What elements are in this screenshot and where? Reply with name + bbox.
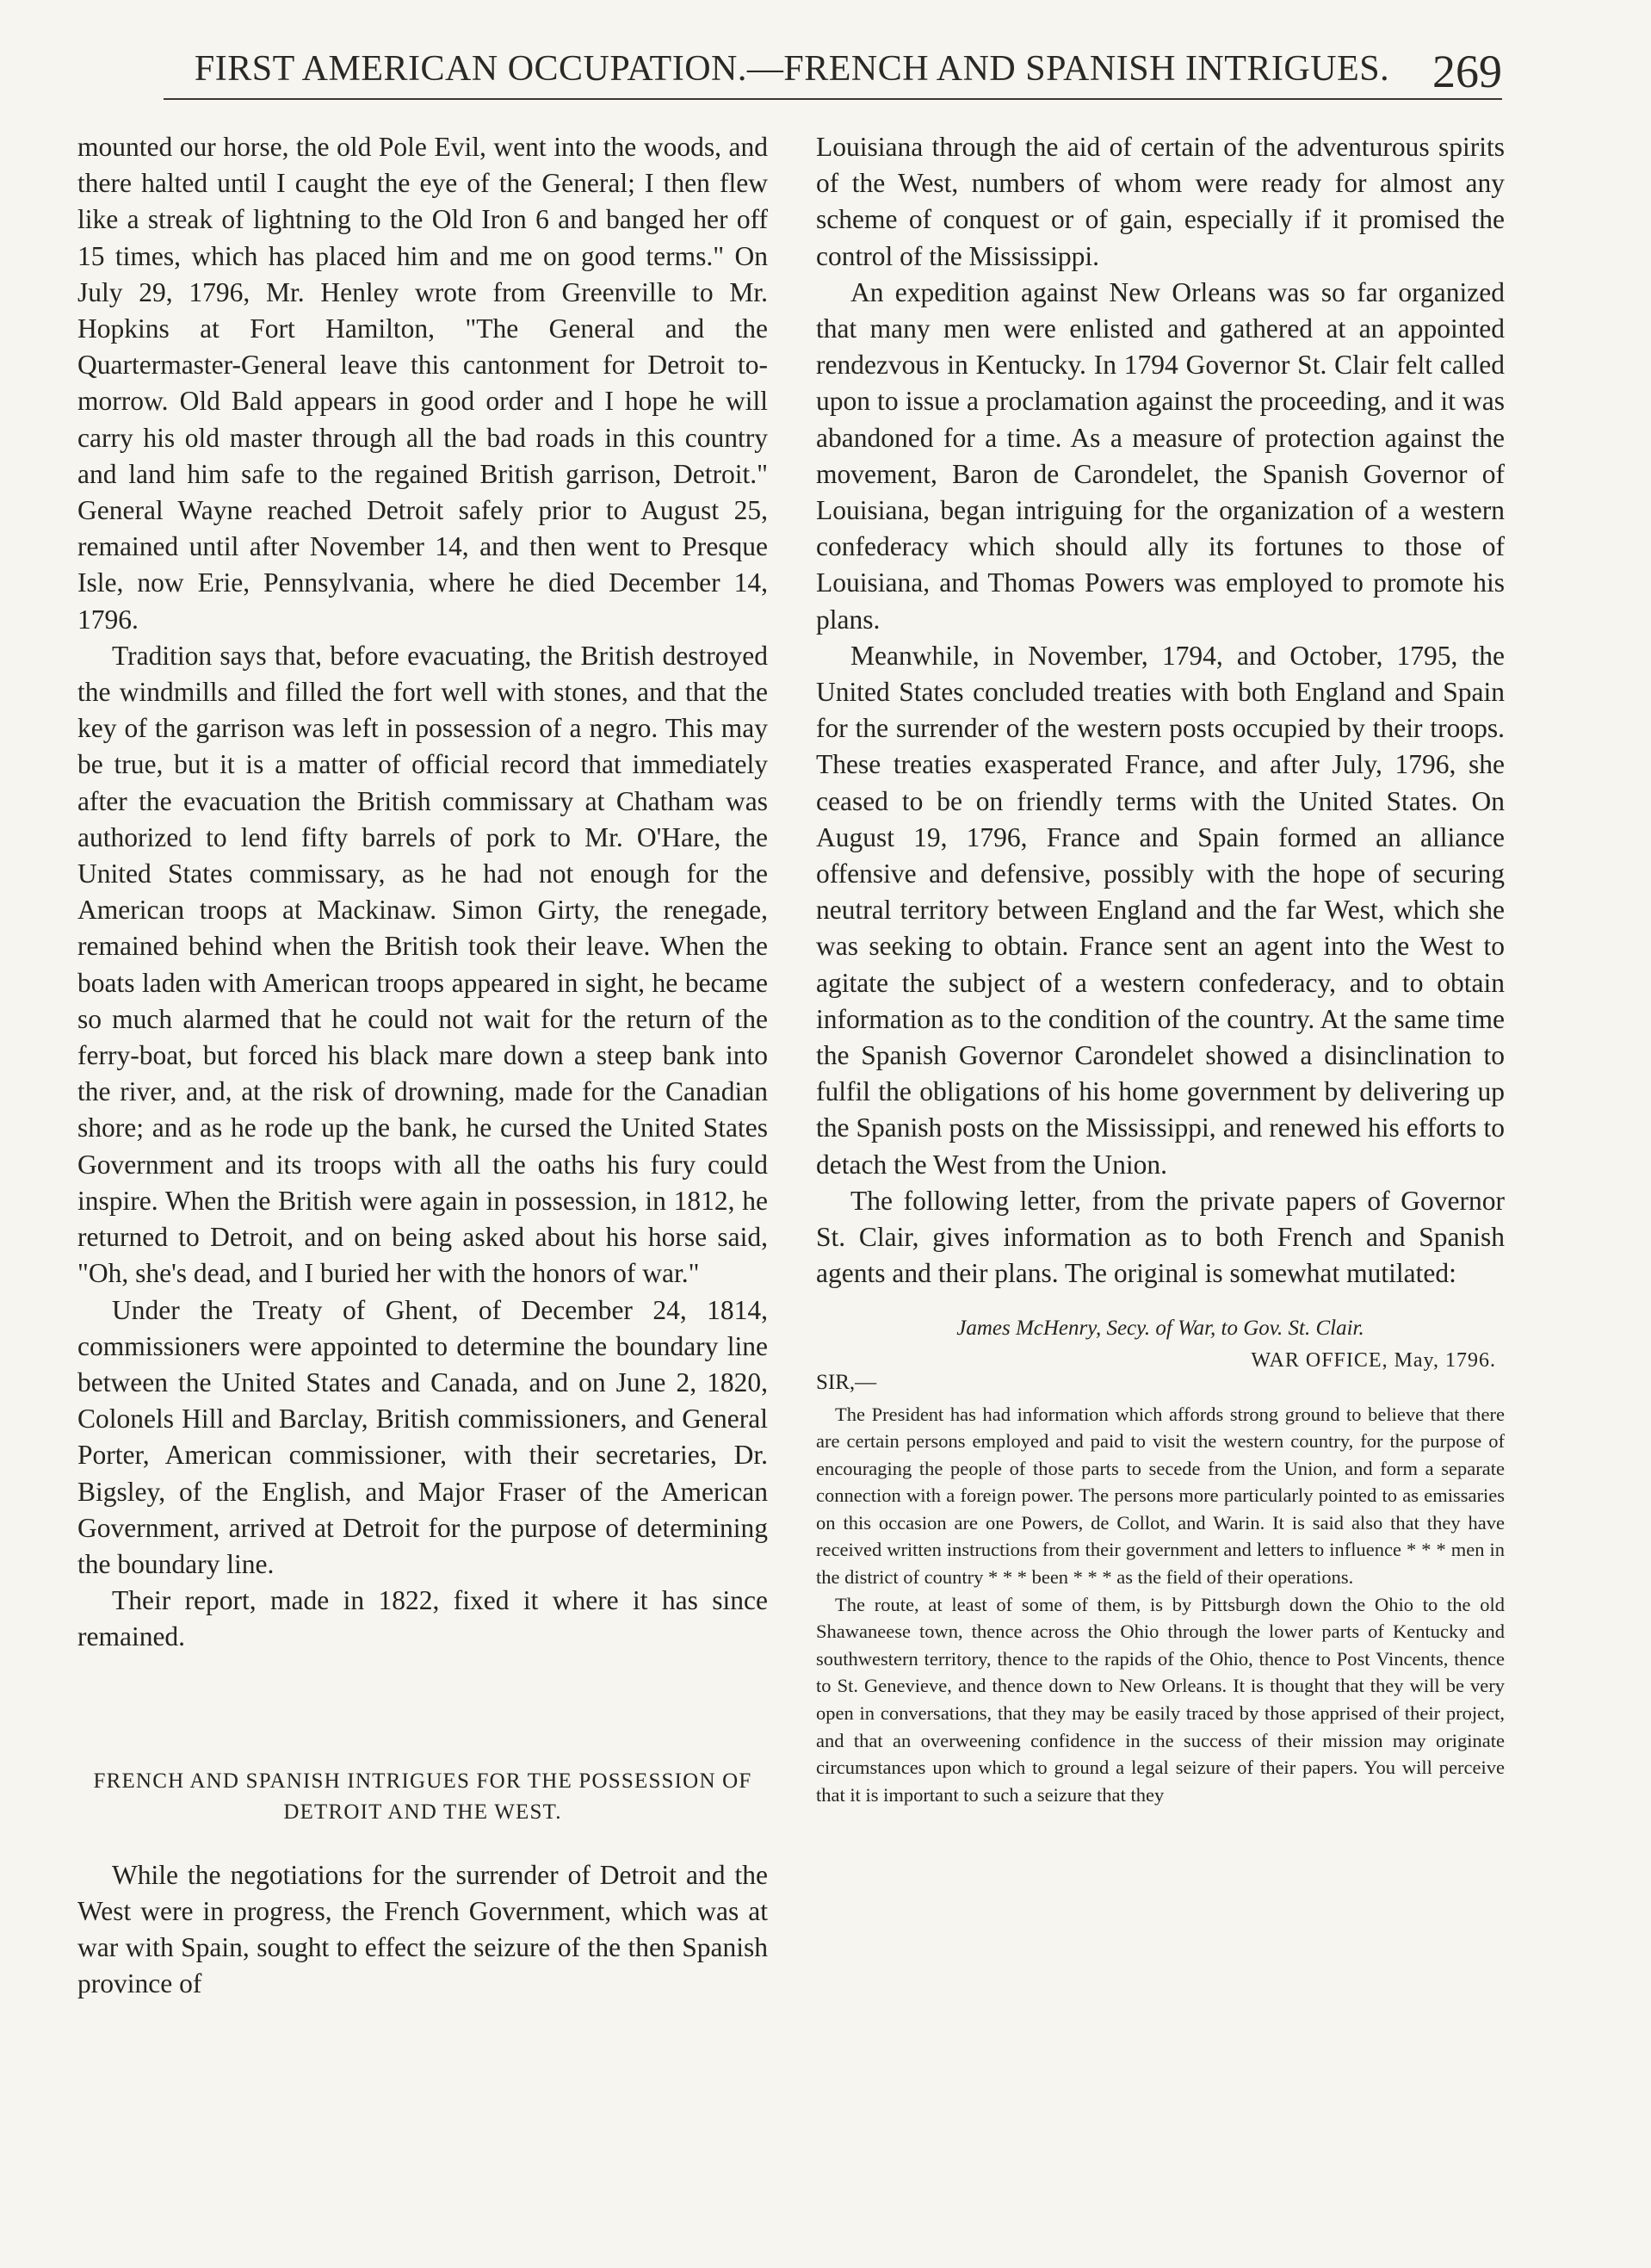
paragraph: Their report, made in 1822, fixed it where it has since remained. <box>77 1585 768 1652</box>
right-column <box>816 129 1505 1808</box>
letter-dateline: WAR OFFICE, May, 1796. <box>1251 1348 1496 1372</box>
paragraph: The following letter, from the private papers of Governor St. Clair, gives information as to both French and Spanish agents and their plans. The original is somewhat mutilated: <box>816 1185 1505 1289</box>
letter-heading: James McHenry, Secy. of War, to Gov. St. Clair. <box>956 1316 1364 1340</box>
paragraph: Meanwhile, in November, 1794, and October, 1795, the United States concluded treaties with both England and Spain for the surrender of the western posts occupied by their troops. These treaties exasperated France, and after July, 1796, she ceased to be on friendly terms with the United States. On August 19, 1796, France and Spain formed an alliance offensive and defensive, possibly with the hope of securing neutral territory between England and the far West, which she was seeking to obtain. France sent an agent into the West to agitate the subject of a western confederacy, and to obtain information as to the condition of the country. At the same time the Spanish Governor Carondelet showed a disinclination to fulfil the obligations of his home government by delivering up the Spanish posts on the Mississippi, and renewed his efforts to detach the West from the Union. <box>816 640 1505 1180</box>
running-header <box>164 45 1502 100</box>
paragraph: While the negotiations for the surrender of Detroit and the West were in progress, the French Government, which was at war with Spain, sought to effect the seizure of the then Spanish province of <box>77 1859 768 1999</box>
paragraph: mounted our horse, the old Pole Evil, went into the woods, and there halted until I caught the eye of the General; I then flew like a streak of lightning to the Old Iron 6 and banged her off 15 times, which has placed him and me on good terms." On July 29, 1796, Mr. Henley wrote from Greenville to Mr. Hopkins at Fort Hamilton, "The General and the Quartermaster-General leave this cantonment for Detroit to-morrow. Old Bald appears in good order and I hope he will carry his old master through all the bad roads in this country and land him safe to the regained British garrison, Detroit." General Wayne reached Detroit safely prior to August 25, remained until after November 14, and then went to Presque Isle, now Erie, Pennsylvania, where he died December 14, 1796. <box>77 132 768 635</box>
section-heading: FRENCH AND SPANISH INTRIGUES FOR THE POSSESSION OF DETROIT AND THE WEST. <box>93 1769 752 1824</box>
header-title: FIRST AMERICAN OCCUPATION.—FRENCH AND SPANISH INTRIGUES. <box>194 49 1390 89</box>
paragraph: Under the Treaty of Ghent, of December 24, 1814, commissioners were appointed to determine the boundary line between the United States and Canada, and on June 2, 1820, Colonels Hill and Barclay, British commissioners, and General Porter, American commissioner, with their secretaries, Dr. Bigsley, of the English, and Major Fraser of the American Government, arrived at Detroit for the purpose of determining the boundary line. <box>77 1294 768 1579</box>
letter-salutation: SIR,— <box>816 1370 877 1394</box>
letter-paragraph: The President has had information which affords strong ground to believe that there are certain persons employed and paid to visit the western country, for the purpose of encouraging the people of those parts to secede from the Union, and form a separate connection with a foreign power. The persons more particularly pointed to as emissaries on this occasion are one Powers, de Collot, and Warin. It is said also that they have received written instructions from their government and letters to influence * * * men in the district of country * * * been * * * as the field of their operations. <box>816 1403 1505 1589</box>
page-number: 269 <box>1432 46 1502 97</box>
paragraph: An expedition against New Orleans was so far organized that many men were enlisted and gathered at an appointed rendezvous in Kentucky. In 1794 Governor St. Clair felt called upon to issue a proclamation against the proceeding, and it was abandoned for a time. As a measure of protection against the movement, Baron de Carondelet, the Spanish Governor of Louisiana, began intriguing for the organization of a western confederacy which should ally its fortunes to those of Louisiana, and Thomas Powers was employed to promote his plans. <box>816 276 1505 635</box>
paragraph: Louisiana through the aid of certain of the adventurous spirits of the West, numbers of whom were ready for almost any scheme of conquest or of gain, especially if it promised the control of the Mississippi. <box>816 132 1505 271</box>
left-column <box>77 129 768 2002</box>
paragraph: Tradition says that, before evacuating, the British destroyed the windmills and filled the fort well with stones, and that the key of the garrison was left in possession of a negro. This may be true, but it is a matter of official record that immediately after the evacuation the British commissary at Chatham was authorized to lend fifty barrels of pork to Mr. O'Hare, the United States commissary, as he had not enough for the American troops at Mackinaw. Simon Girty, the renegade, remained behind when the British took their leave. When the boats laden with American troops appeared in sight, he became so much alarmed that he could not wait for the return of the ferry-boat, but forced his black mare down a steep bank into the river, and, at the risk of drowning, made for the Canadian shore; and as he rode up the bank, he cursed the United States Government and its troops with all the oaths his fury could inspire. When the British were again in possession, in 1812, he returned to Detroit, and on being asked about his horse said, "Oh, she's dead, and I buried her with the honors of war." <box>77 640 768 1289</box>
letter-paragraph: The route, at least of some of them, is by Pittsburgh down the Ohio to the old Shawaneese town, thence across the Ohio through the lower parts of Kentucky and southwestern territory, thence to the rapids of the Ohio, thence to Post Vincents, thence to St. Genevieve, and thence down to New Orleans. It is thought that they will be very open in conversations, that they may be easily traced by those apprised of their project, and that an overweening confidence in the success of their mission may originate circumstances upon which to ground a legal seizure of their papers. You will perceive that it is important to such a seizure that they <box>816 1593 1505 1806</box>
